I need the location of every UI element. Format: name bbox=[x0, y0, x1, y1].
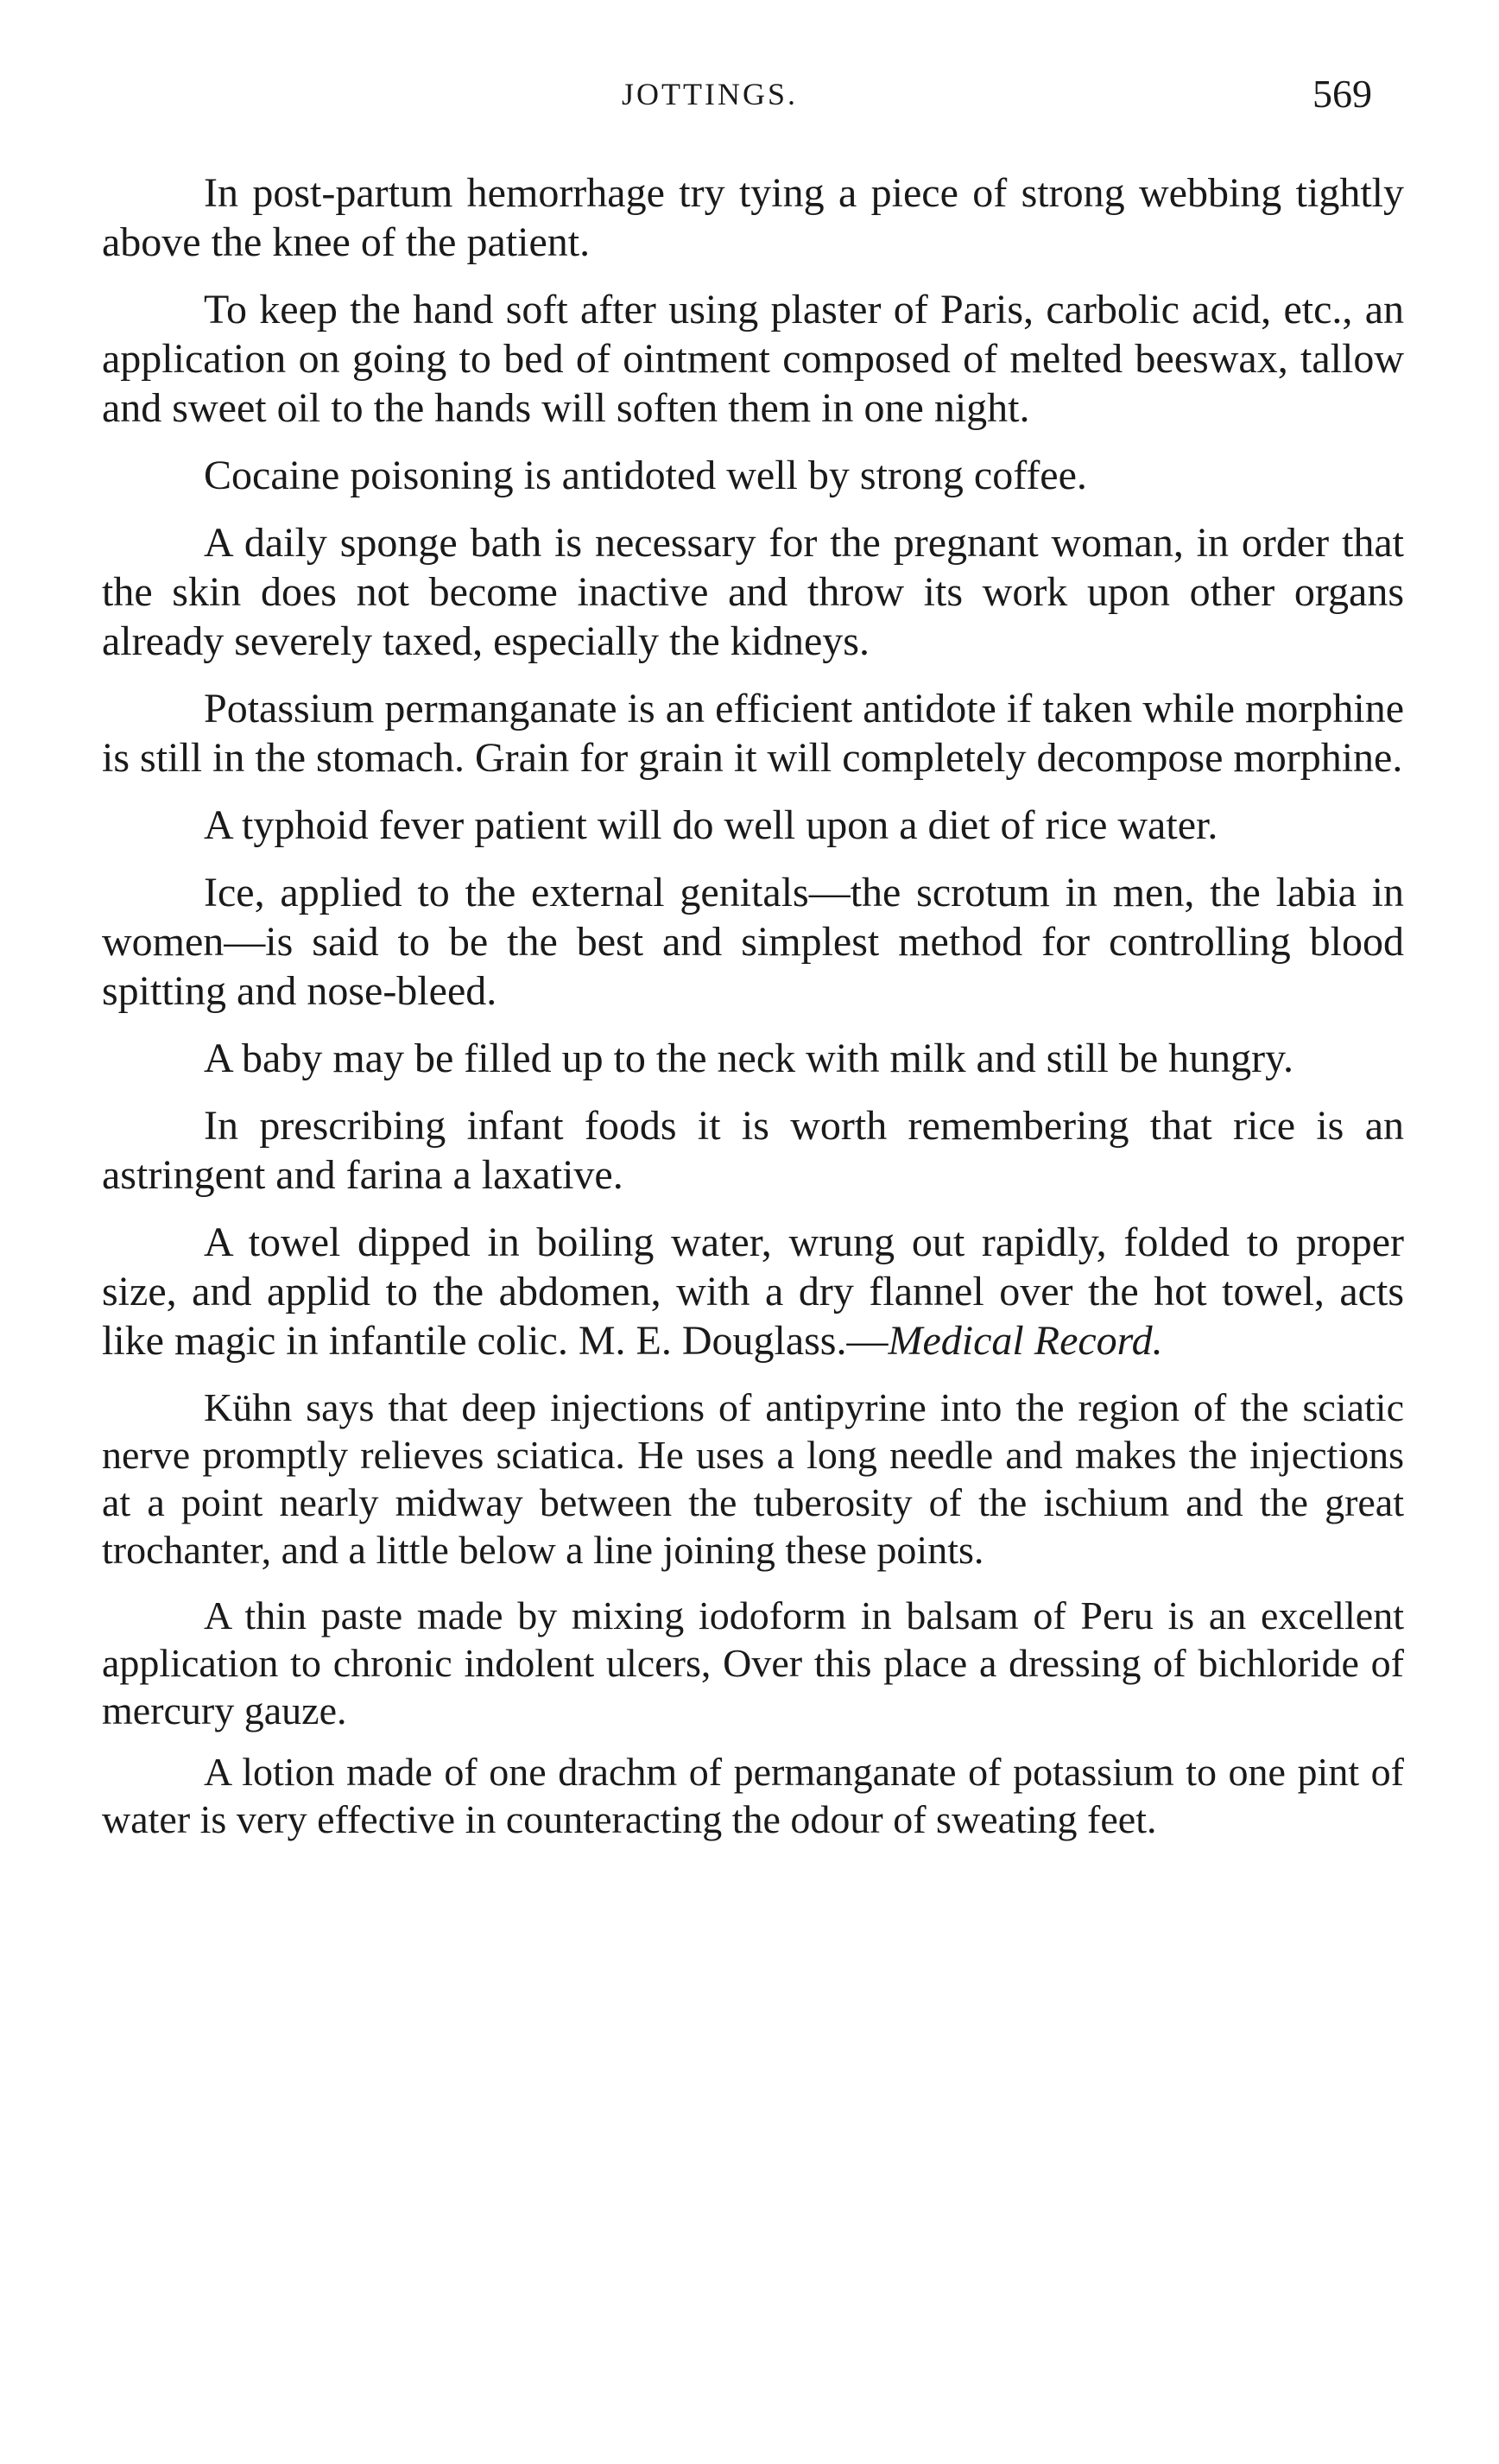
paragraph-sponge-bath: A daily sponge bath is necessary for the pregnant woman, in order that the skin does not become inactive and throw its work upon other organs already severely taxed, especially the kidneys. bbox=[102, 520, 1404, 664]
paragraph-ice-bleeding: Ice, applied to the external genitals—the scrotum in men, the labia in women—is said to be the best and simplest method for controlling blood spitting and nose-bleed. bbox=[102, 870, 1404, 1014]
paragraph-typhoid-diet: A typhoid fever patient will do well upon a diet of rice water. bbox=[204, 802, 1218, 848]
running-title: JOTTINGS. bbox=[622, 77, 798, 111]
citation-medical-record: Medical Record. bbox=[888, 1318, 1163, 1364]
paragraph-soft-hands: To keep the hand soft after using plaster of Paris, carbolic acid, etc., an application on going to bed of ointment composed of melted beeswax, tallow and sweet oil to the hands will soften them in one night. bbox=[102, 287, 1404, 431]
running-head bbox=[0, 72, 1499, 128]
paragraph-cocaine-poisoning: Cocaine poisoning is antidoted well by strong coffee. bbox=[204, 453, 1087, 498]
paragraph-potassium-permanganate: Potassium permanganate is an efficient antidote if taken while morphine is still in the stomach. Grain for grain it will completely decompose morphine. bbox=[102, 686, 1404, 781]
paragraph-infant-foods: In prescribing infant foods it is worth remembering that rice is an astringent and farina a laxative. bbox=[102, 1103, 1404, 1198]
paragraph-sweating-feet: A lotion made of one drachm of permanganate of potassium to one pint of water is very effective in counteracting the odour of sweating feet. bbox=[102, 1750, 1404, 1841]
paragraph-iodoform-ulcers: A thin paste made by mixing iodoform in balsam of Peru is an excellent application to chronic indolent ulcers, Over this place a dressing of bichloride of mercury gauze. bbox=[102, 1593, 1404, 1732]
page-number: 569 bbox=[1312, 72, 1372, 116]
paragraph-infantile-colic bbox=[102, 1218, 1404, 1365]
paragraph-postpartum-hemorrhage: In post-partum hemorrhage try tying a piece of strong webbing tightly above the knee of the patient. bbox=[102, 170, 1404, 265]
colic-text: A towel dipped in boiling water, wrung out rapidly, folded to proper size, and applid to the abdomen, with a dry flannel over the hot towel, acts like magic in infantile colic. M. E. Douglass.— bbox=[102, 1219, 1404, 1364]
body-text bbox=[102, 168, 1404, 1857]
paragraph-hungry-baby: A baby may be filled up to the neck with milk and still be hungry. bbox=[204, 1036, 1293, 1081]
paragraph-antipyrine-sciatica: Kühn says that deep injections of antipyrine into the region of the sciatic nerve promptly relieves sciatica. He uses a long needle and makes the injections at a point nearly midway between the tuberosity of the ischium and the great trochanter, and a little below a line joining these points. bbox=[102, 1385, 1404, 1572]
